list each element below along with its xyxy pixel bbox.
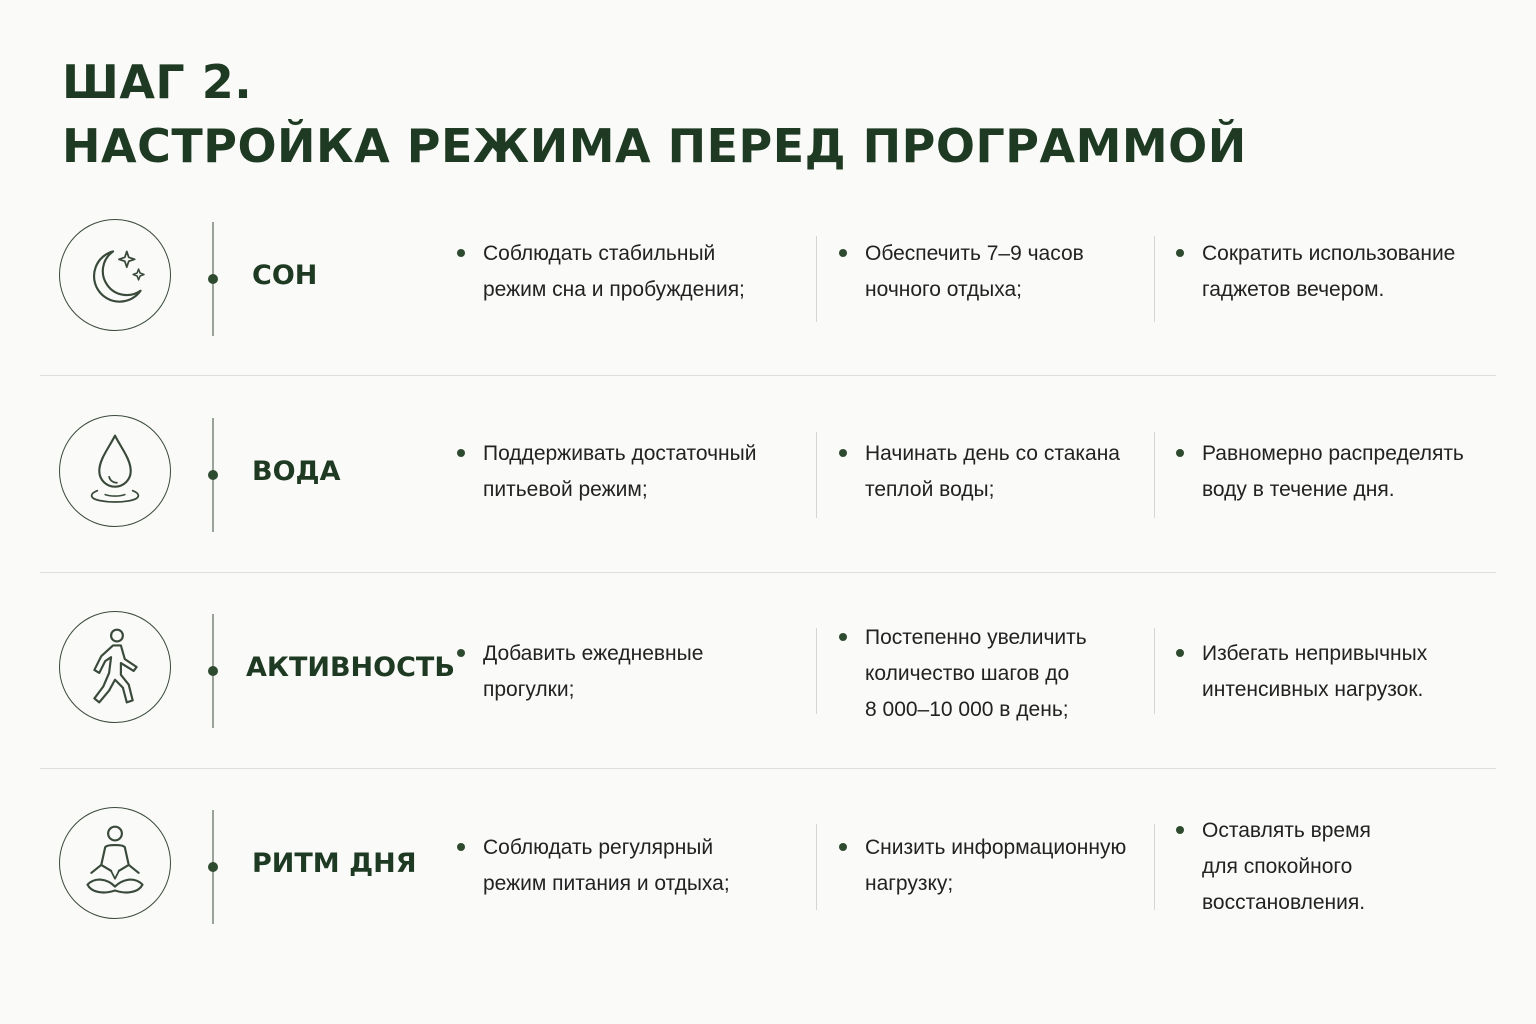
- list-item: Снизить информационную нагрузку;: [865, 830, 1126, 902]
- list-item: Оставлять время для спокойного восстановления.: [1202, 813, 1371, 921]
- list-item: Обеспечить 7–9 часов ночного отдыха;: [865, 236, 1084, 308]
- list-item: Сократить использование гаджетов вечером.: [1202, 236, 1455, 308]
- bullet-dot: [1176, 449, 1184, 457]
- column-divider: [1154, 236, 1155, 322]
- bullet-dot: [839, 843, 847, 851]
- bullet-dot: [1176, 649, 1184, 657]
- column-divider: [816, 628, 817, 714]
- row-activity: [40, 572, 1496, 768]
- category-label-daily-rhythm: РИТМ ДНЯ: [252, 848, 417, 879]
- timeline-dot: [208, 274, 218, 284]
- list-item: Поддерживать достаточный питьевой режим;: [483, 436, 756, 508]
- row-water: [40, 376, 1496, 572]
- moon-stars-icon: [59, 219, 171, 331]
- bullet-dot: [839, 449, 847, 457]
- column-divider: [1154, 432, 1155, 518]
- page-title-step: ШАГ 2.: [62, 55, 253, 109]
- list-item: Постепенно увеличить количество шагов до 8 000–10 000 в день;: [865, 620, 1087, 728]
- bullet-dot: [839, 249, 847, 257]
- list-item: Соблюдать регулярный режим питания и отдыха;: [483, 830, 730, 902]
- bullet-dot: [457, 843, 465, 851]
- category-label-water: ВОДА: [252, 456, 341, 487]
- column-divider: [816, 432, 817, 518]
- meditation-icon: [59, 807, 171, 919]
- page-title-heading: НАСТРОЙКА РЕЖИМА ПЕРЕД ПРОГРАММОЙ: [62, 119, 1247, 173]
- column-divider: [1154, 824, 1155, 910]
- bullet-dot: [1176, 249, 1184, 257]
- page-title: [62, 50, 1247, 178]
- timeline-dot: [208, 862, 218, 872]
- water-drop-icon: [59, 415, 171, 527]
- bullet-dot: [457, 649, 465, 657]
- row-sleep: [40, 180, 1496, 376]
- column-divider: [816, 236, 817, 322]
- bullet-dot: [839, 633, 847, 641]
- category-label-activity: АКТИВНОСТЬ: [246, 652, 455, 683]
- bullet-dot: [457, 249, 465, 257]
- list-item: Равномерно распределять воду в течение дня.: [1202, 436, 1464, 508]
- column-divider: [816, 824, 817, 910]
- category-label-sleep: СОН: [252, 260, 318, 291]
- list-item: Начинать день со стакана теплой воды;: [865, 436, 1120, 508]
- list-item: Избегать непривычных интенсивных нагрузок.: [1202, 636, 1427, 708]
- row-daily-rhythm: [40, 768, 1496, 964]
- list-item: Соблюдать стабильный режим сна и пробуждения;: [483, 236, 745, 308]
- walking-person-icon: [59, 611, 171, 723]
- bullet-dot: [457, 449, 465, 457]
- timeline-dot: [208, 666, 218, 676]
- column-divider: [1154, 628, 1155, 714]
- bullet-dot: [1176, 826, 1184, 834]
- list-item: Добавить ежедневные прогулки;: [483, 636, 703, 708]
- timeline-dot: [208, 470, 218, 480]
